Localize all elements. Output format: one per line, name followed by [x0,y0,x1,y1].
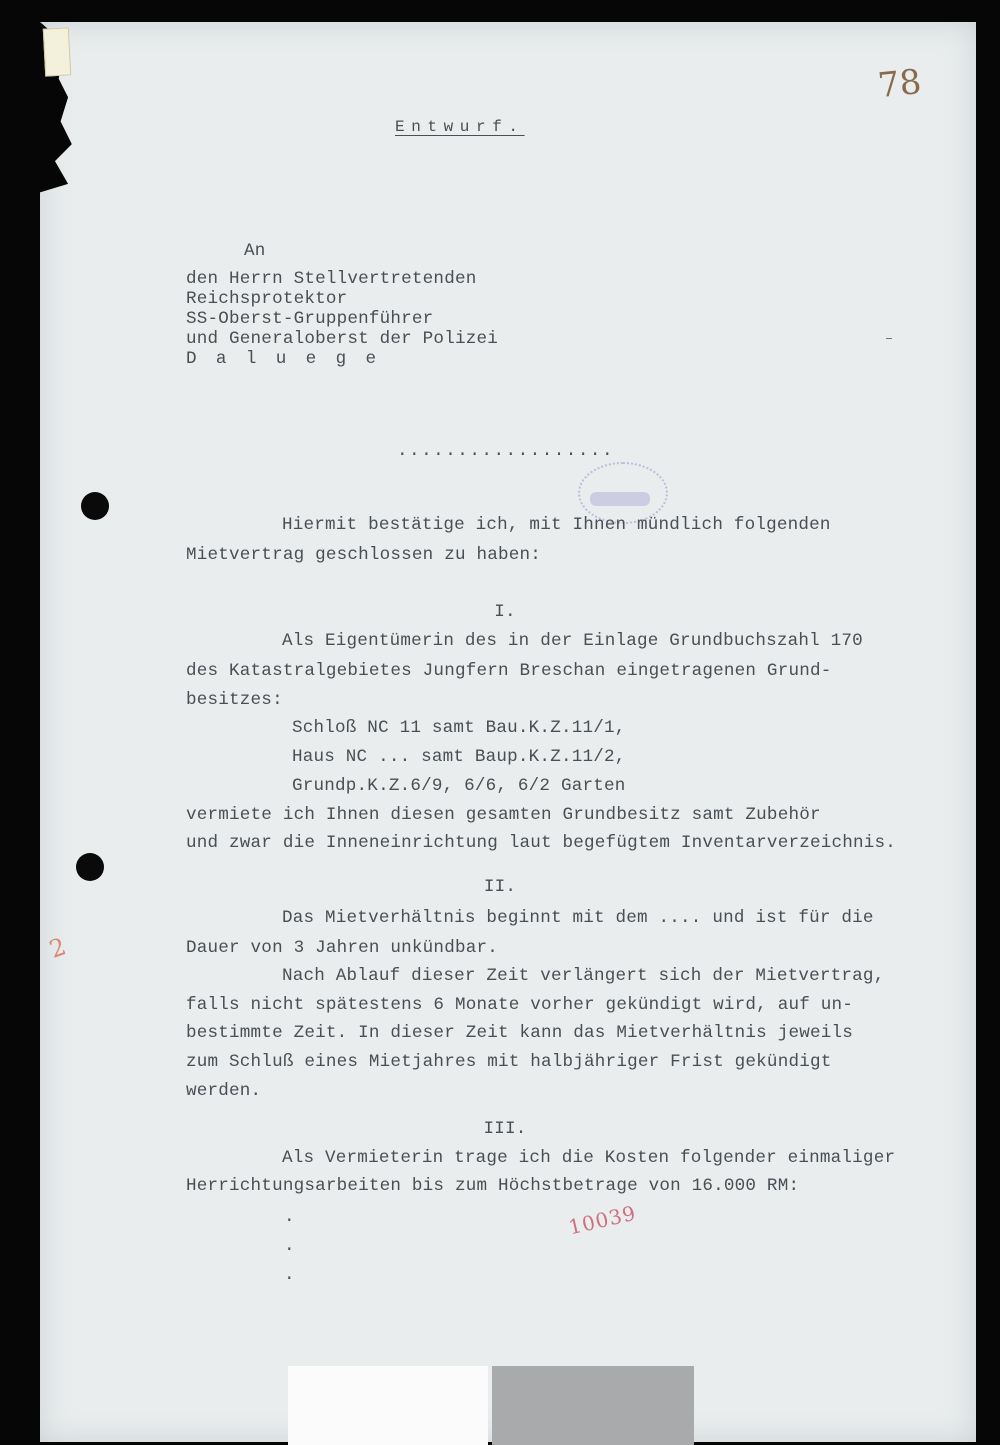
property-item: Haus NC ... samt Baup.K.Z.11/2, [292,747,626,767]
punch-hole-top [81,492,109,520]
red-archive-number: 10039 [566,1200,639,1240]
section2-line: Nach Ablauf dieser Zeit verlängert sich der Mietvertrag, [282,966,885,986]
punch-hole-bottom [76,853,104,881]
bullet: . [284,1236,295,1256]
property-item: Grundp.K.Z.6/9, 6/6, 6/2 Garten [292,776,626,796]
section2-line: bestimmte Zeit. In dieser Zeit kann das Mietverhältnis jeweils [186,1023,853,1043]
section2-line: zum Schluß eines Mietjahres mit halbjähriger Frist gekündigt [186,1052,832,1072]
section2-line: Das Mietverhältnis beginnt mit dem .... und ist für die [282,908,874,928]
section-numeral-1: I. [494,602,516,622]
document-title: Entwurf. [395,118,525,136]
faded-stamp-ink [590,492,650,506]
stray-mark [886,338,892,339]
address-to: An [244,241,266,261]
section-numeral-3: III. [483,1119,527,1139]
section1-line: des Katastralgebietes Jungfern Breschan eingetragenen Grund- [186,661,832,681]
section1-line: besitzes: [186,690,283,710]
red-margin-mark: 2 [45,932,70,964]
address-name: D a l u e g e [186,349,381,369]
section2-line: werden. [186,1081,262,1101]
scan-calibration-white [288,1366,488,1445]
section1-closing-line: vermiete ich Ihnen diesen gesamten Grundbesitz samt Zubehör [186,805,821,825]
handwritten-page-number: 78 [876,61,924,107]
scan-calibration-gray [492,1366,694,1445]
address-line: SS-Oberst-Gruppenführer [186,309,434,329]
section-numeral-2: II. [483,877,517,897]
section1-closing-line: und zwar die Inneneinrichtung laut begefügtem Inventarverzeichnis. [186,833,897,853]
address-line: und Generaloberst der Polizei [186,329,498,349]
property-item: Schloß NC 11 samt Bau.K.Z.11/1, [292,718,626,738]
section3-line: Als Vermieterin trage ich die Kosten folgender einmaliger [282,1148,896,1168]
address-line: den Herrn Stellvertretenden [186,269,477,289]
separator-dots: .................. [397,441,615,461]
intro-line: Hiermit bestätige ich, mit Ihnen mündlich folgenden [282,515,831,535]
section3-line: Herrichtungsarbeiten bis zum Höchstbetrage von 16.000 RM: [186,1176,800,1196]
bullet: . [284,1265,295,1285]
intro-line: Mietvertrag geschlossen zu haben: [186,545,542,565]
address-line: Reichsprotektor [186,289,348,309]
bullet: . [284,1207,295,1227]
paper-tape [43,27,71,76]
section2-line: Dauer von 3 Jahren unkündbar. [186,938,498,958]
section1-line: Als Eigentümerin des in der Einlage Grundbuchszahl 170 [282,631,863,651]
section2-line: falls nicht spätestens 6 Monate vorher gekündigt wird, auf un- [186,995,853,1015]
